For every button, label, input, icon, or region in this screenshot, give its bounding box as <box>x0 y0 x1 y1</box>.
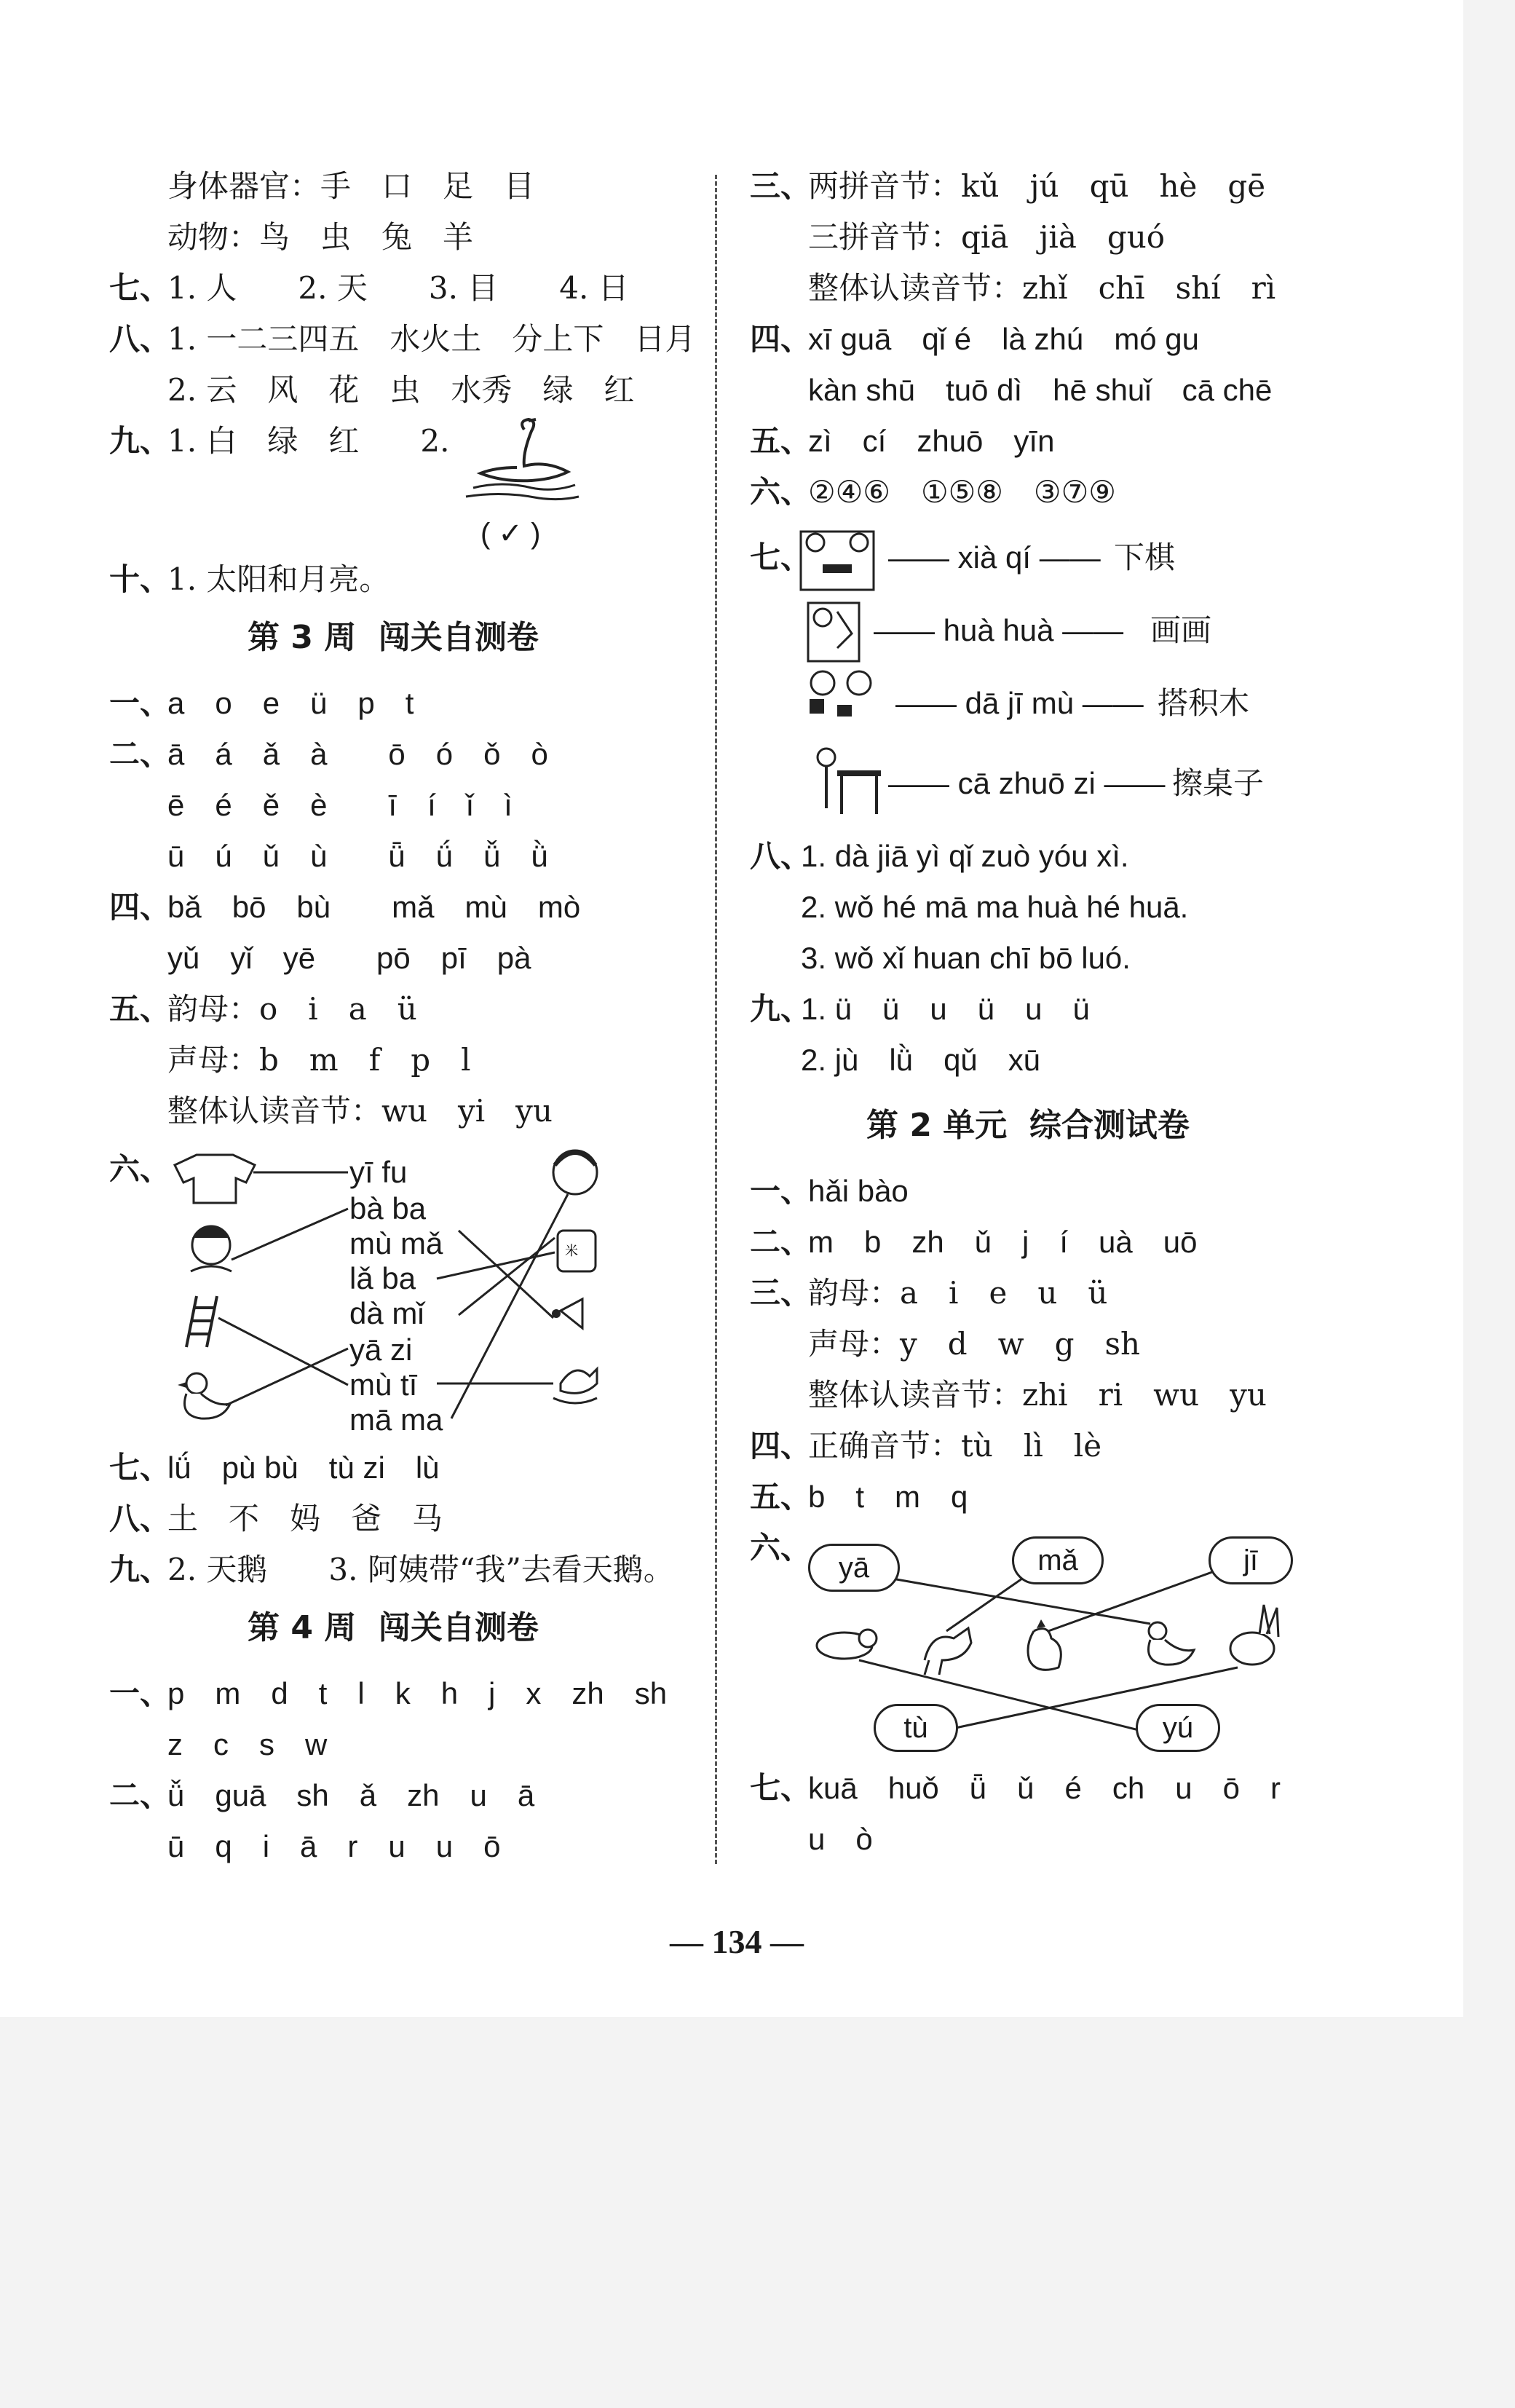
q9-answer: 1. 白 绿 红 2. <box>167 423 450 459</box>
two-part-syllables: 两拼音节：kǔ jú qū hè gē <box>808 168 1266 204</box>
three-part-syllables: 三拼音节：qiā jià guó <box>808 219 1166 255</box>
w3-q8-label: 八、 <box>109 1501 171 1536</box>
drawing-pinyin: —— huà huà —— <box>874 613 1124 647</box>
r-q7-label: 七、 <box>750 540 812 575</box>
u-q5-answer: b t m q <box>808 1480 968 1514</box>
u-q2-answer: m b zh ǔ j í uà uō <box>808 1225 1198 1259</box>
week4-title: 第 4 周 闯关自测卷 <box>248 1609 539 1646</box>
blocks-pinyin: —— dā jī mù —— <box>895 686 1144 720</box>
r-q9-answer-2: 2. jù lǜ qǔ xū <box>801 1043 1041 1077</box>
drawing-hanzi: 画画 <box>1150 612 1212 648</box>
shirt-picture <box>175 1155 255 1203</box>
page-number: — 134 — <box>670 1923 804 1960</box>
blocks-hanzi: 搭积木 <box>1158 685 1250 721</box>
w3-q4-answer-a: bǎ bō bù mǎ mù mò <box>167 890 581 924</box>
u-q3-finals: 韵母：a i e u ü <box>808 1275 1108 1311</box>
cloud-ji: jī <box>1209 1536 1293 1584</box>
w4-q1-answer-b: z c s w <box>167 1727 328 1761</box>
rice-bag-picture <box>558 1231 596 1271</box>
w4-q2-answer-b: ū q i ā r u u ō <box>167 1829 501 1863</box>
w3-q7-label: 七、 <box>109 1450 171 1485</box>
ladder-picture <box>186 1296 217 1347</box>
w3-q9-label: 九、 <box>109 1552 171 1587</box>
chess-picture <box>801 532 874 590</box>
match-word: bà ba <box>349 1191 427 1225</box>
q7-answer: 1. 人 2. 天 3. 目 4. 日 <box>167 270 629 306</box>
r-q8-sentence-1: 1. dà jiā yì qǐ zuò yóu xì. <box>801 839 1129 873</box>
w3-q5-finals: 韵母：o i a ü <box>167 991 417 1027</box>
match-word: yī fu <box>349 1155 408 1189</box>
r-q6-answer: ②④⑥ ①⑤⑧ ③⑦⑨ <box>808 475 1116 509</box>
u-q5-label: 五、 <box>750 1479 812 1515</box>
chess-hanzi: 下棋 <box>1114 540 1176 575</box>
r-q4-label: 四、 <box>750 321 812 357</box>
match-word: dà mǐ <box>349 1296 424 1330</box>
cloud-tu: tù <box>874 1704 958 1752</box>
u-q3-initials: 声母：y d w g sh <box>808 1326 1141 1362</box>
u-q7-answer-b: u ò <box>808 1822 873 1856</box>
w3-q1-answer: a o e ü p t <box>167 686 414 720</box>
w4-q2-label: 二、 <box>109 1777 171 1813</box>
u-q7-answer-a: kuā huǒ ǖ ǔ é ch u ō r <box>808 1771 1281 1805</box>
trumpet-picture <box>552 1299 582 1328</box>
r-q4-answer-b: kàn shū tuō dì hē shuǐ cā chē <box>808 373 1273 407</box>
u-q3-whole-syllables: 整体认读音节：zhi ri wu yu <box>808 1377 1267 1413</box>
w3-q6-label: 六、 <box>109 1151 171 1187</box>
w4-q1-answer-a: p m d t l k h j x zh sh <box>167 1676 668 1710</box>
duckling-picture <box>1149 1622 1195 1665</box>
r-q4-answer-a: xī guā qǐ é là zhú mó gu <box>808 322 1199 356</box>
w3-q5-label: 五、 <box>109 991 171 1027</box>
match-word: mù tī <box>349 1367 418 1402</box>
cloud-ya: yā <box>808 1544 900 1592</box>
u-q6-label: 六、 <box>750 1530 812 1566</box>
w3-q2-answer-b: ē é ě è ī í ǐ ì <box>167 788 513 822</box>
u-q7-label: 七、 <box>750 1770 812 1806</box>
w3-q8-answer: 土 不 妈 爸 马 <box>167 1501 443 1536</box>
dad-picture <box>191 1226 232 1271</box>
dog-picture <box>817 1630 877 1659</box>
match-word: mā ma <box>349 1402 443 1437</box>
q8-answer-1: 1. 一二三四五 水火土 分上下 日月 <box>167 321 696 357</box>
cloud-yu: yú <box>1136 1704 1220 1752</box>
match-word: mù mǎ <box>349 1226 443 1260</box>
drawing-picture <box>808 603 859 661</box>
duck-picture <box>178 1373 230 1418</box>
q9-label: 九、 <box>109 423 171 459</box>
q7-label: 七、 <box>109 270 171 306</box>
mom-picture <box>553 1150 597 1194</box>
horse-picture <box>925 1628 971 1675</box>
week3-title: 第 3 周 闯关自测卷 <box>248 619 539 656</box>
w3-q1-label: 一、 <box>109 685 171 721</box>
r-q9-label: 九、 <box>750 991 812 1027</box>
w3-q4-label: 四、 <box>109 889 171 925</box>
w3-q2-label: 二、 <box>109 736 171 772</box>
rocking-horse-picture <box>553 1369 597 1403</box>
r-q8-sentence-2: 2. wǒ hé mā ma huà hé huā. <box>801 890 1189 924</box>
blocks-picture <box>810 671 871 717</box>
swan-check-answer: ( ✓ ) <box>480 518 541 550</box>
table-picture <box>818 749 881 814</box>
column-divider <box>715 175 717 1864</box>
w3-q7-answer: lǘ pù bù tù zi lù <box>167 1450 440 1485</box>
u-q4-label: 四、 <box>750 1428 812 1464</box>
u-q1-label: 一、 <box>750 1173 812 1209</box>
q8-label: 八、 <box>109 321 171 357</box>
r-q8-label: 八、 <box>750 838 812 874</box>
rabbit-picture <box>1230 1605 1278 1665</box>
whole-syllables: 整体认读音节：zhǐ chī shí rì <box>808 270 1276 306</box>
r-q8-sentence-3: 3. wǒ xǐ huan chī bō luó. <box>801 941 1131 975</box>
q10-answer: 1. 太阳和月亮。 <box>167 561 390 597</box>
cloud-ma: mǎ <box>1012 1536 1104 1584</box>
u-q2-label: 二、 <box>750 1224 812 1260</box>
r-q3-label: 三、 <box>750 168 812 204</box>
r-q5-answer: zì cí zhuō yīn <box>808 424 1055 458</box>
w4-q1-label: 一、 <box>109 1675 171 1711</box>
body-organs-line: 身体器官：手 口 足 目 <box>167 168 535 204</box>
q8-answer-2: 2. 云 风 花 虫 水秀 绿 红 <box>167 372 635 408</box>
svg-text:米: 米 <box>565 1244 578 1259</box>
rooster-picture <box>1028 1619 1061 1670</box>
chess-pinyin: —— xià qí —— <box>888 540 1101 575</box>
w4-q2-answer-a: ǚ guā sh ǎ zh u ā <box>167 1778 535 1812</box>
u-q4-answer: 正确音节：tù lì lè <box>808 1428 1102 1464</box>
w3-q2-answer-a: ā á ǎ à ō ó ǒ ò <box>167 737 548 771</box>
w3-q4-answer-b: yǔ yǐ yē pō pī pà <box>167 941 531 975</box>
match-word: lǎ ba <box>349 1261 416 1295</box>
table-pinyin: —— cā zhuō zi —— <box>888 766 1166 800</box>
w3-q9-answer: 2. 天鹅 3. 阿姨带“我”去看天鹅。 <box>167 1552 674 1587</box>
r-q6-label: 六、 <box>750 474 812 510</box>
unit2-title: 第 2 单元 综合测试卷 <box>866 1107 1190 1144</box>
u-q3-label: 三、 <box>750 1275 812 1311</box>
r-q9-answer-1: 1. ü ü u ü u ü <box>801 992 1090 1026</box>
match-word: yā zi <box>349 1333 413 1367</box>
w3-q2-answer-c: ū ú ǔ ù ǖ ǘ ǚ ǜ <box>167 839 548 873</box>
w3-q5-whole-syllables: 整体认读音节：wu yi yu <box>167 1093 553 1129</box>
w3-q5-initials: 声母：b m f p l <box>167 1042 471 1078</box>
u-q1-answer: hǎi bào <box>808 1174 909 1208</box>
table-hanzi: 擦桌子 <box>1172 765 1265 801</box>
q10-label: 十、 <box>109 561 171 597</box>
animals-line: 动物：鸟 虫 兔 羊 <box>167 219 474 255</box>
r-q5-label: 五、 <box>750 423 812 459</box>
